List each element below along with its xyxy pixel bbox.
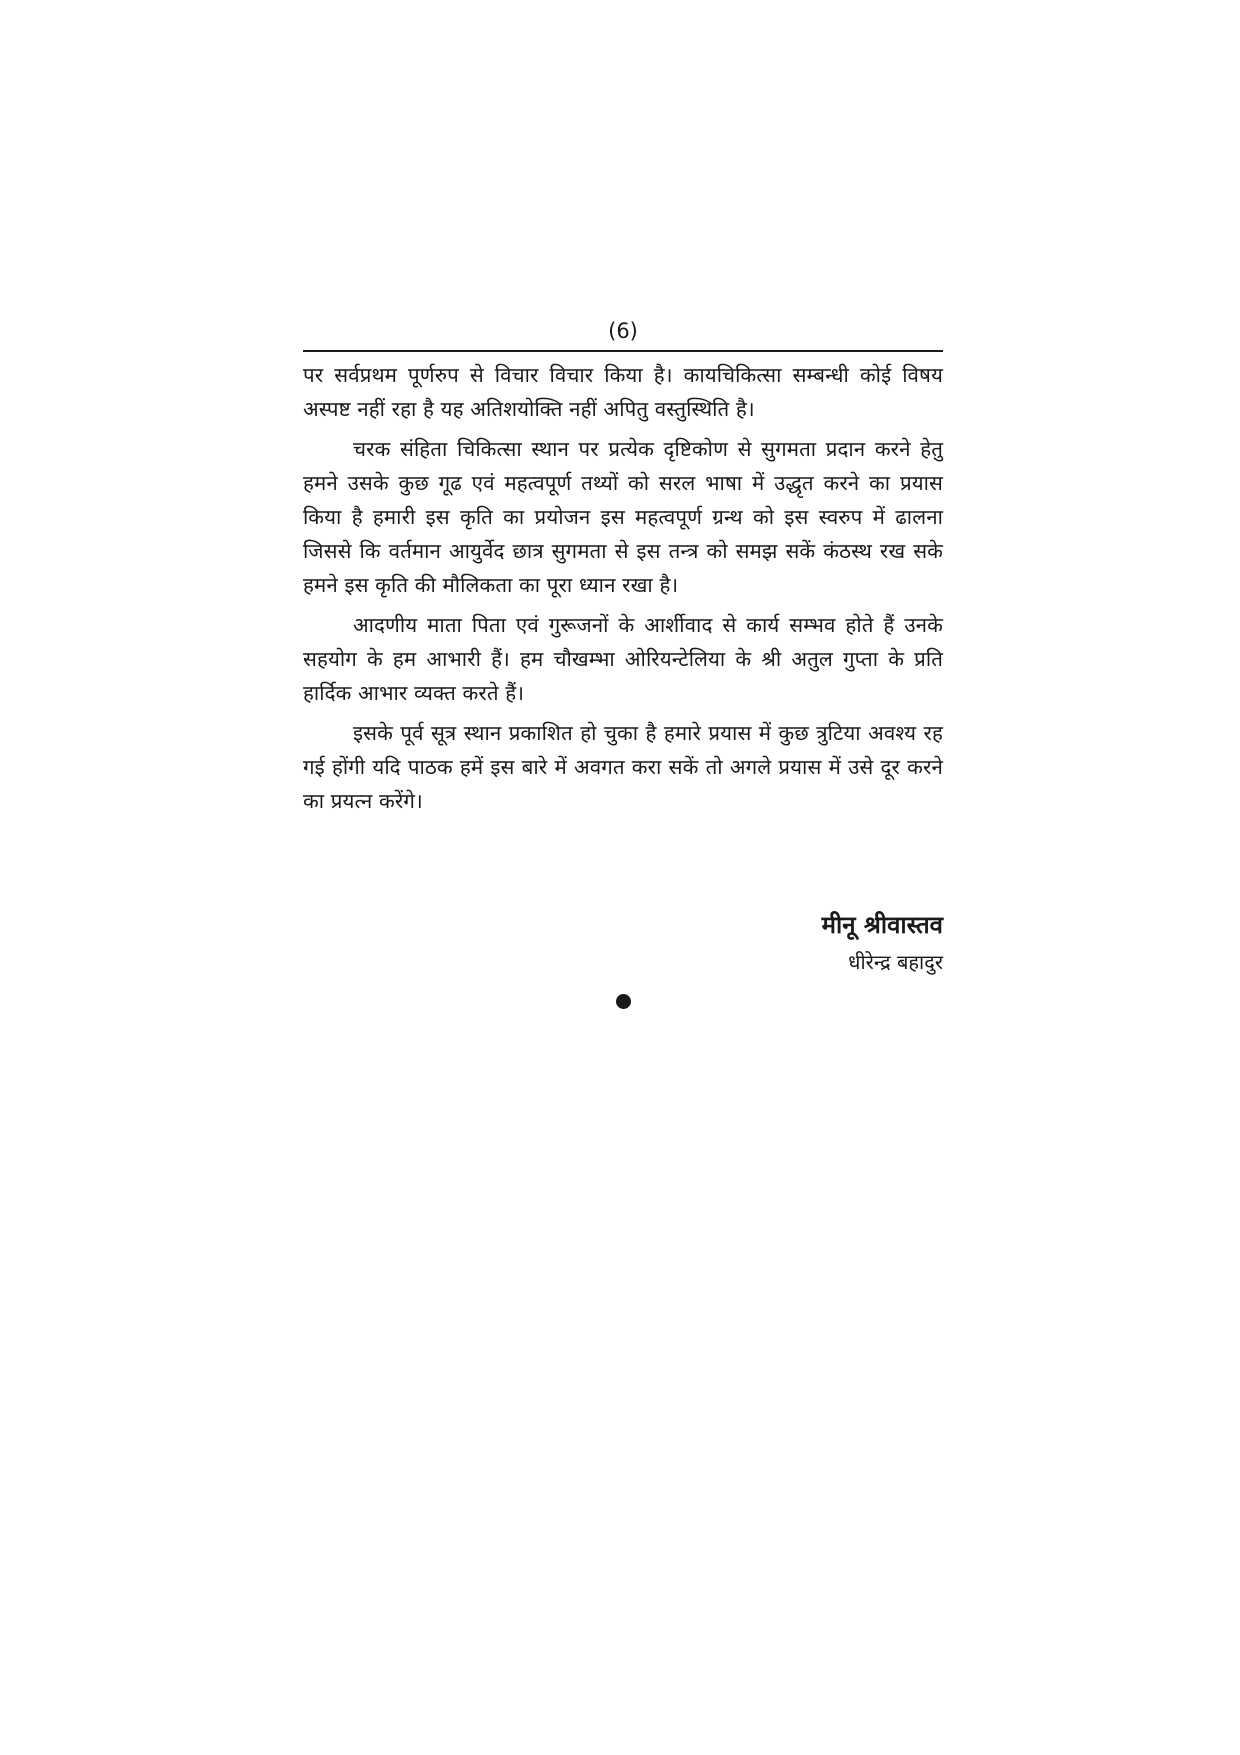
paragraph-closing: इसके पूर्व सूत्र स्थान प्रकाशित हो चुका है हमारे प्रयास में कुछ त्रुटिया अवश्य रह गई होंगी यदि पाठक हमें इस बारे में अवगत करा सकें तो अगले प्रयास में उसे दूर करने का प्रयत्न करेंगे।: [303, 721, 943, 813]
signature-block: [303, 906, 943, 980]
page-number: (6): [608, 319, 638, 343]
paragraph-acknowledgement: आदणीय माता पिता एवं गुरूजनों के आर्शीवाद से कार्य सम्भव होते हैं उनके सहयोग के हम आभारी हैं। हम चौखम्भा ओरियन्टेलिया के श्री अतुल गुप्ता के प्रति हार्दिक आभार व्यक्त करते हैं।: [303, 613, 943, 705]
author-name-secondary: धीरेन्द्र बहादुर: [848, 950, 943, 974]
header-rule: [303, 350, 943, 352]
author-name-primary: मीनू श्रीवास्तव: [821, 911, 943, 939]
paragraph-purpose: चरक संहिता चिकित्सा स्थान पर प्रत्येक दृष्टिकोण से सुगमता प्रदान करने हेतु हमने उसके कुछ गूढ एवं महत्वपूर्ण तथ्यों को सरल भाषा में उद्धृत करने का प्रयास किया है हमारी इस कृति का प्रयोजन इस महत्वपूर्ण ग्रन्थ को इस स्वरुप में ढालना जिससे कि वर्तमान आयुर्वेद छात्र सुगमता से इस तन्त्र को समझ सकें कंठस्थ रख सके हमने इस कृति की मौलिकता का पूरा ध्यान रखा है।: [303, 437, 943, 597]
paragraph-continuation: पर सर्वप्रथम पूर्णरुप से विचार विचार किया है। कायचिकित्सा सम्बन्धी कोई विषय अस्पष्ट नहीं रहा है यह अतिशयोक्ति नहीं अपितु वस्तुस्थिति है।: [303, 363, 943, 421]
document-page: [303, 318, 943, 1009]
end-bullet-icon: [616, 994, 631, 1009]
